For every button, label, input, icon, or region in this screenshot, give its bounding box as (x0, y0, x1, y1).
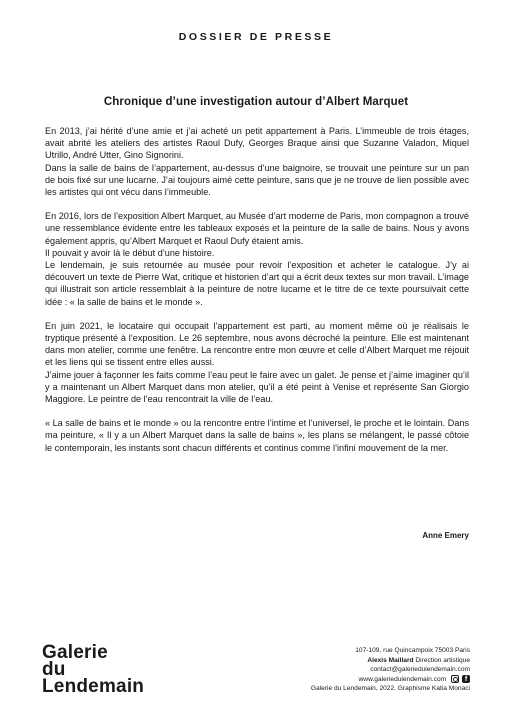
paragraph: Le lendemain, je suis retournée au musée pour revoir l’exposition et acheter le catalogue. J’y ai découvert un texte de Pierre Wat, critique et historien d’art qui a écrit deux textes sur mon travail. L’image qui illustrait son article ressemblait à la peinture de notre lucarne et le titre de ce texte poursuivait cette idée : « la salle de bains et le monde ». (45, 260, 469, 307)
logo-line: Galerie (42, 642, 108, 663)
logo-line: du (42, 659, 66, 680)
author-signature: Anne Emery (422, 531, 469, 540)
article-title: Chronique d’une investigation autour d’Albert Marquet (103, 96, 409, 108)
contact-role: Direction artistique (415, 656, 470, 664)
paragraph: « La salle de bains et le monde » ou la rencontre entre l’intime et l’universel, le proche et le lointain. Dans ma peinture, « Il y a un Albert Marquet dans la salle de bains », les plans se mélangent, le passé côtoie le contemporain, les instants sont chacun différents et continus comme l’infini mouvement de la mer. (45, 418, 469, 453)
logo-line: Lendemain (42, 676, 145, 697)
contact-person (311, 656, 470, 666)
paragraph: En juin 2021, le locataire qui occupait l’appartement est parti, au moment même où je réalisais le tryptique présenté à l’exposition. Le 26 septembre, nous avons décroché la peinture. Elle est maintenant dans mon atelier, comme une fenêtre. La rencontre entre mon œuvre et celle d’Albert Marquet me réjouit et les liens qui se tissent entre elles aussi. (45, 320, 469, 368)
paragraph-gap (45, 308, 469, 320)
paragraph: Dans la salle de bains de l’appartement, au-dessus d’une baignoire, se trouvait une peinture sur un pan de bois fixé sur une lucarne. J’ai toujours aimé cette peinture, sans que je ne trouve de lien possible avec les artistes qui ont vécu dans l’immeuble. (45, 162, 469, 198)
contact-name: Alexis Maillard (367, 656, 414, 664)
facebook-icon[interactable]: f (462, 675, 470, 683)
paragraph: En 2013, j’ai hérité d’une amie et j’ai acheté un petit appartement à Paris. L’immeuble de trois étages, avait abrité les ateliers des artistes Raoul Dufy, Georges Braque ainsi que Suzanne Valadon, Miquel Utrillo, André Utter, Gino Signorini. (45, 126, 469, 161)
gallery-logo (42, 644, 144, 695)
paragraph: En 2016, lors de l’exposition Albert Marquet, au Musée d’art moderne de Paris, mon compagnon a trouvé une ressemblance évidente entre les tableaux exposés et la peinture de la salle de bains. Nous y avons également appris, qu’Albert Marquet et Raoul Dufy étaient amis. (45, 211, 469, 246)
section-header: DOSSIER DE PRESSE (178, 31, 334, 43)
address: 107-109, rue Quincampoix 75003 Paris (355, 647, 470, 654)
paragraph-gap (45, 198, 469, 210)
article-body (45, 125, 469, 454)
email-link[interactable]: contact@galeriedulendemain.com (370, 666, 470, 674)
paragraph-gap (45, 405, 469, 417)
social-icons (451, 675, 470, 683)
website-link[interactable]: www.galeriedulendemain.com (358, 675, 447, 683)
paragraph: Il pouvait y avoir là le début d’une histoire. (45, 247, 215, 258)
paragraph: J’aime jouer à façonner les faits comme l’eau peut le faire avec un galet. Je pense et j’aime imaginer qu’il y a maintenant un Albert Marquet dans mon atelier, qu’il a été peint à Venise et représente San Giorgio Maggiore. Le peintre de l’eau rencontrait la ville de l’eau. (45, 369, 469, 405)
contact-block (311, 646, 470, 694)
instagram-icon[interactable] (451, 675, 459, 683)
credits: Galerie du Lendemain, 2022. Graphisme Katia Monaci (310, 685, 470, 693)
website-row (311, 675, 470, 685)
